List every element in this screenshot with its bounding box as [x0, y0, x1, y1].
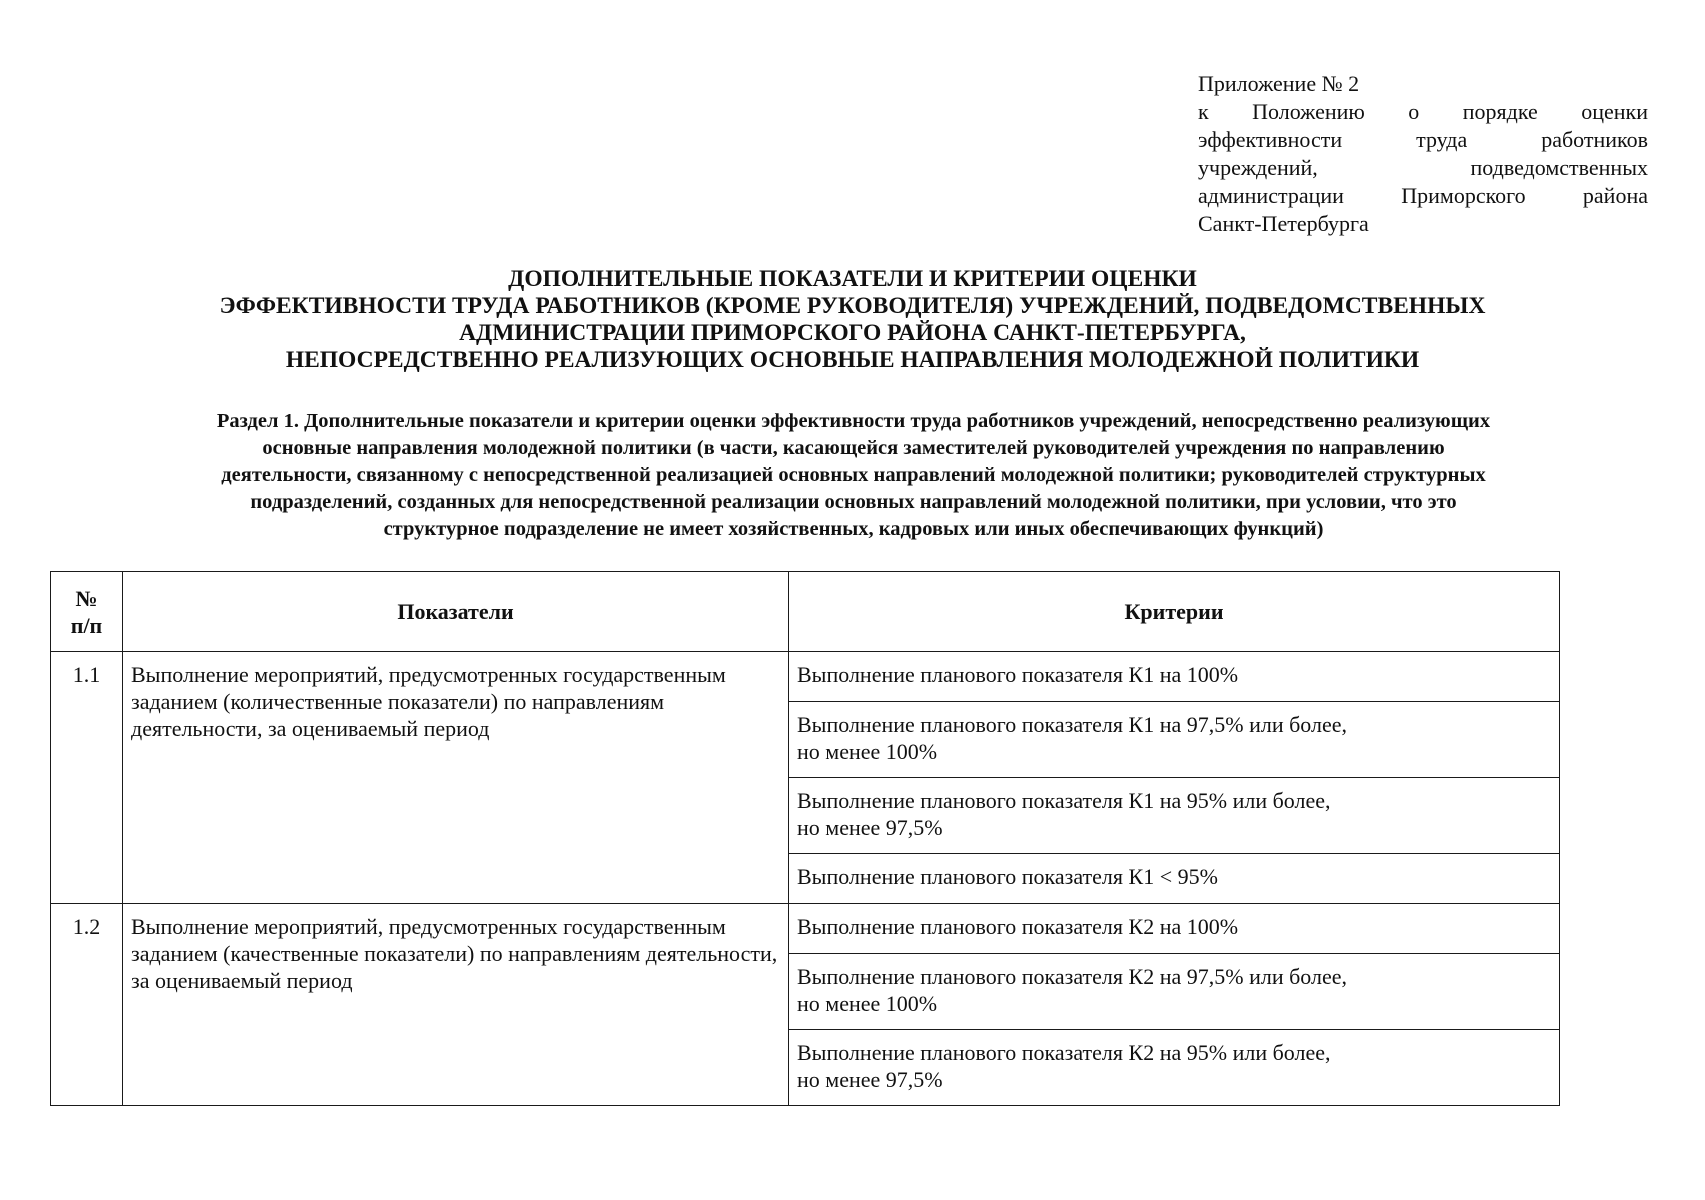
- title-line: ЭФФЕКТИВНОСТИ ТРУДА РАБОТНИКОВ (КРОМЕ РУКОВОДИТЕЛЯ) УЧРЕЖДЕНИЙ, ПОДВЕДОМСТВЕННЫХ: [219, 293, 1486, 319]
- criterion-cell: [789, 652, 1560, 702]
- criterion-line: но менее 100%: [797, 739, 938, 764]
- header-criteria: Критерии: [789, 572, 1560, 652]
- criterion-line: Выполнение планового показателя К2 на 95% или более,: [797, 1040, 1331, 1065]
- criterion-line: Выполнение планового показателя К1 на 95% или более,: [797, 788, 1331, 813]
- criterion-line: но менее 97,5%: [797, 815, 943, 840]
- row-number: 1.1: [51, 652, 123, 904]
- criterion-line: но менее 100%: [797, 991, 938, 1016]
- indicator-cell: Выполнение мероприятий, предусмотренных государственным заданием (качественные показатели) по направлениям деятельности, за оцениваемый период: [123, 904, 789, 1106]
- title-line: ДОПОЛНИТЕЛЬНЫЕ ПОКАЗАТЕЛИ И КРИТЕРИИ ОЦЕНКИ: [508, 266, 1197, 292]
- appendix-note: [1198, 70, 1648, 238]
- section-line: деятельности, связанному с непосредственной реализацией основных направлений молодежной политики; руководителей структурных: [221, 464, 1486, 486]
- header-number-symbol: №: [75, 585, 98, 611]
- table-row: [51, 652, 1560, 702]
- criterion-cell: [789, 778, 1560, 854]
- header-number-abbr: п/п: [70, 612, 103, 638]
- criterion-line: Выполнение планового показателя К1 < 95%: [797, 864, 1218, 889]
- title-line: НЕПОСРЕДСТВЕННО РЕАЛИЗУЮЩИХ ОСНОВНЫЕ НАПРАВЛЕНИЯ МОЛОДЕЖНОЙ ПОЛИТИКИ: [285, 347, 1420, 373]
- criterion-line: Выполнение планового показателя К2 на 97,5% или более,: [797, 964, 1347, 989]
- criterion-cell: [789, 1030, 1560, 1106]
- section-line: основные направления молодежной политики (в части, касающейся заместителей руководителей учреждения по направлению: [262, 437, 1445, 459]
- criterion-cell: [789, 702, 1560, 778]
- criterion-cell: [789, 854, 1560, 904]
- criterion-cell: [789, 904, 1560, 954]
- criterion-line: Выполнение планового показателя К1 на 100%: [797, 662, 1239, 687]
- appendix-line: учреждений, подведомственных: [1198, 155, 1648, 180]
- table-row: [51, 904, 1560, 954]
- appendix-line: Санкт-Петербурга: [1198, 211, 1369, 236]
- title-line: АДМИНИСТРАЦИИ ПРИМОРСКОГО РАЙОНА САНКТ-ПЕТЕРБУРГА,: [459, 320, 1246, 346]
- header-indicators: Показатели: [123, 572, 789, 652]
- header-number: [51, 572, 123, 652]
- section-line: Раздел 1. Дополнительные показатели и критерии оценки эффективности труда работников учреждений, непосредственно реализующих: [216, 410, 1491, 432]
- appendix-line: эффективности труда работников: [1198, 127, 1648, 152]
- criterion-cell: [789, 954, 1560, 1030]
- table-header-row: [51, 572, 1560, 652]
- criterion-line: Выполнение планового показателя К2 на 100%: [797, 914, 1239, 939]
- appendix-line: Приложение № 2: [1198, 71, 1360, 96]
- section-heading: [76, 408, 1631, 543]
- criterion-line: но менее 97,5%: [797, 1067, 943, 1092]
- criteria-table: [50, 571, 1560, 1106]
- indicator-cell: Выполнение мероприятий, предусмотренных государственным заданием (количественные показатели) по направлениям деятельности, за оцениваемый период: [123, 652, 789, 904]
- section-line: структурное подразделение не имеет хозяйственных, кадровых или иных обеспечивающих функций): [383, 518, 1324, 540]
- appendix-line: администрации Приморского района: [1198, 183, 1648, 208]
- document-title: [100, 266, 1605, 374]
- section-line: подразделений, созданных для непосредственной реализации основных направлений молодежной политики, при условии, что это: [250, 491, 1457, 513]
- appendix-line: к Положению о порядке оценки: [1198, 99, 1648, 124]
- row-number: 1.2: [51, 904, 123, 1106]
- criterion-line: Выполнение планового показателя К1 на 97,5% или более,: [797, 712, 1347, 737]
